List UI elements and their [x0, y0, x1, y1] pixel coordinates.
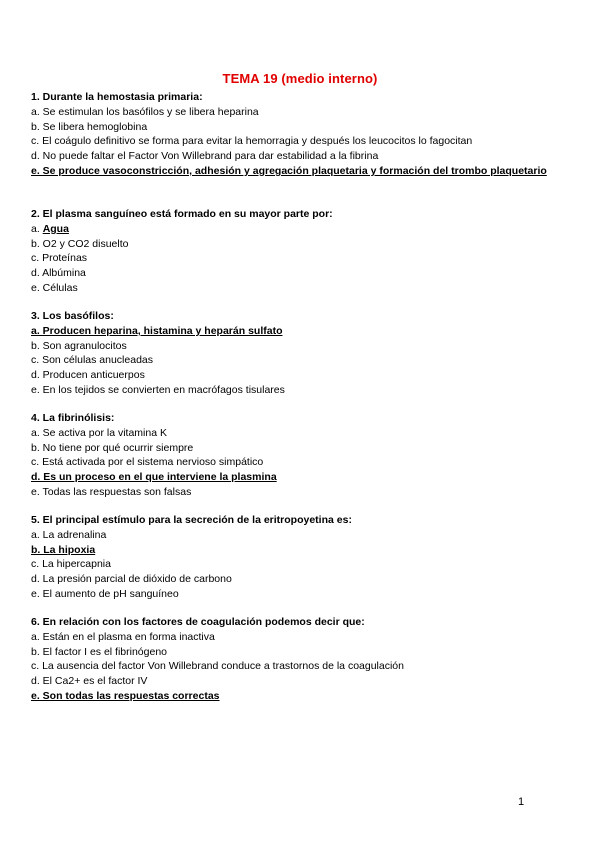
question-5 — [31, 513, 572, 602]
option-c: c. El coágulo definitivo se forma para evitar la hemorragia y después los leucocitos lo fagocitan — [31, 135, 473, 148]
question-stem: 3. Los basófilos: — [31, 310, 114, 322]
option-a: a. Se estimulan los basófilos y se libera heparina — [31, 105, 259, 118]
option-a: a. La adrenalina — [31, 528, 107, 541]
option-e: e. Células — [31, 281, 78, 294]
page-title: TEMA 19 (medio interno) — [222, 71, 378, 86]
option-e: e. Todas las respuestas son falsas — [31, 485, 192, 498]
option-a: a. Están en el plasma en forma inactiva — [31, 630, 215, 643]
option-e: e. En los tejidos se convierten en macrófagos tisulares — [31, 383, 285, 396]
option-b: b. O2 y CO2 disuelto — [31, 237, 129, 250]
option-b-correct: b. La hipoxia — [31, 543, 96, 556]
option-d: d. El Ca2+ es el factor IV — [31, 675, 148, 688]
question-6 — [31, 615, 572, 704]
question-stem: 1. Durante la hemostasia primaria: — [31, 91, 203, 103]
option-e: e. El aumento de pH sanguíneo — [31, 587, 179, 600]
question-stem: 4. La fibrinólisis: — [31, 412, 115, 424]
option-d: d. Albúmina — [31, 267, 86, 280]
option-a: a. Se activa por la vitamina K — [31, 426, 167, 439]
option-d: d. No puede faltar el Factor Von Willebrand para dar estabilidad a la fibrina — [31, 150, 379, 163]
question-stem: 2. El plasma sanguíneo está formado en su mayor parte por: — [31, 208, 333, 220]
option-c: c. Son células anucleadas — [31, 354, 153, 367]
question-3 — [31, 309, 572, 398]
option-c: c. La ausencia del factor Von Willebrand conduce a trastornos de la coagulación — [31, 660, 404, 673]
option-answer: Agua — [42, 222, 69, 235]
option-d-correct: d. Es un proceso en el que interviene la plasmina — [31, 471, 277, 484]
option-e-correct: e. Se produce vasoconstricción, adhesión y agregación plaquetaria y formación del trombo plaquetario — [31, 164, 547, 177]
option-b: b. El factor I es el fibrinógeno — [31, 645, 167, 658]
option-d: d. La presión parcial de dióxido de carbono — [31, 573, 232, 586]
page-number: 1 — [518, 796, 525, 808]
option-a-correct — [31, 222, 572, 237]
option-e-correct: e. Son todas las respuestas correctas — [31, 689, 220, 702]
question-stem: 5. El principal estímulo para la secreción de la eritropoyetina es: — [31, 514, 352, 526]
question-4 — [31, 411, 572, 500]
option-d: d. Producen anticuerpos — [31, 369, 145, 382]
question-1 — [31, 90, 572, 179]
option-b: b. No tiene por qué ocurrir siempre — [31, 441, 194, 454]
option-c: c. Está activada por el sistema nervioso simpático — [31, 456, 264, 469]
option-c: c. La hipercapnia — [31, 558, 111, 571]
option-prefix: a. — [31, 222, 43, 235]
option-b: b. Se libera hemoglobina — [31, 120, 148, 133]
question-stem: 6. En relación con los factores de coagulación podemos decir que: — [31, 616, 365, 628]
option-a-correct: a. Producen heparina, histamina y heparán sulfato — [31, 324, 283, 337]
question-2 — [31, 207, 572, 296]
option-c: c. Proteínas — [31, 252, 88, 265]
option-b: b. Son agranulocitos — [31, 339, 127, 352]
